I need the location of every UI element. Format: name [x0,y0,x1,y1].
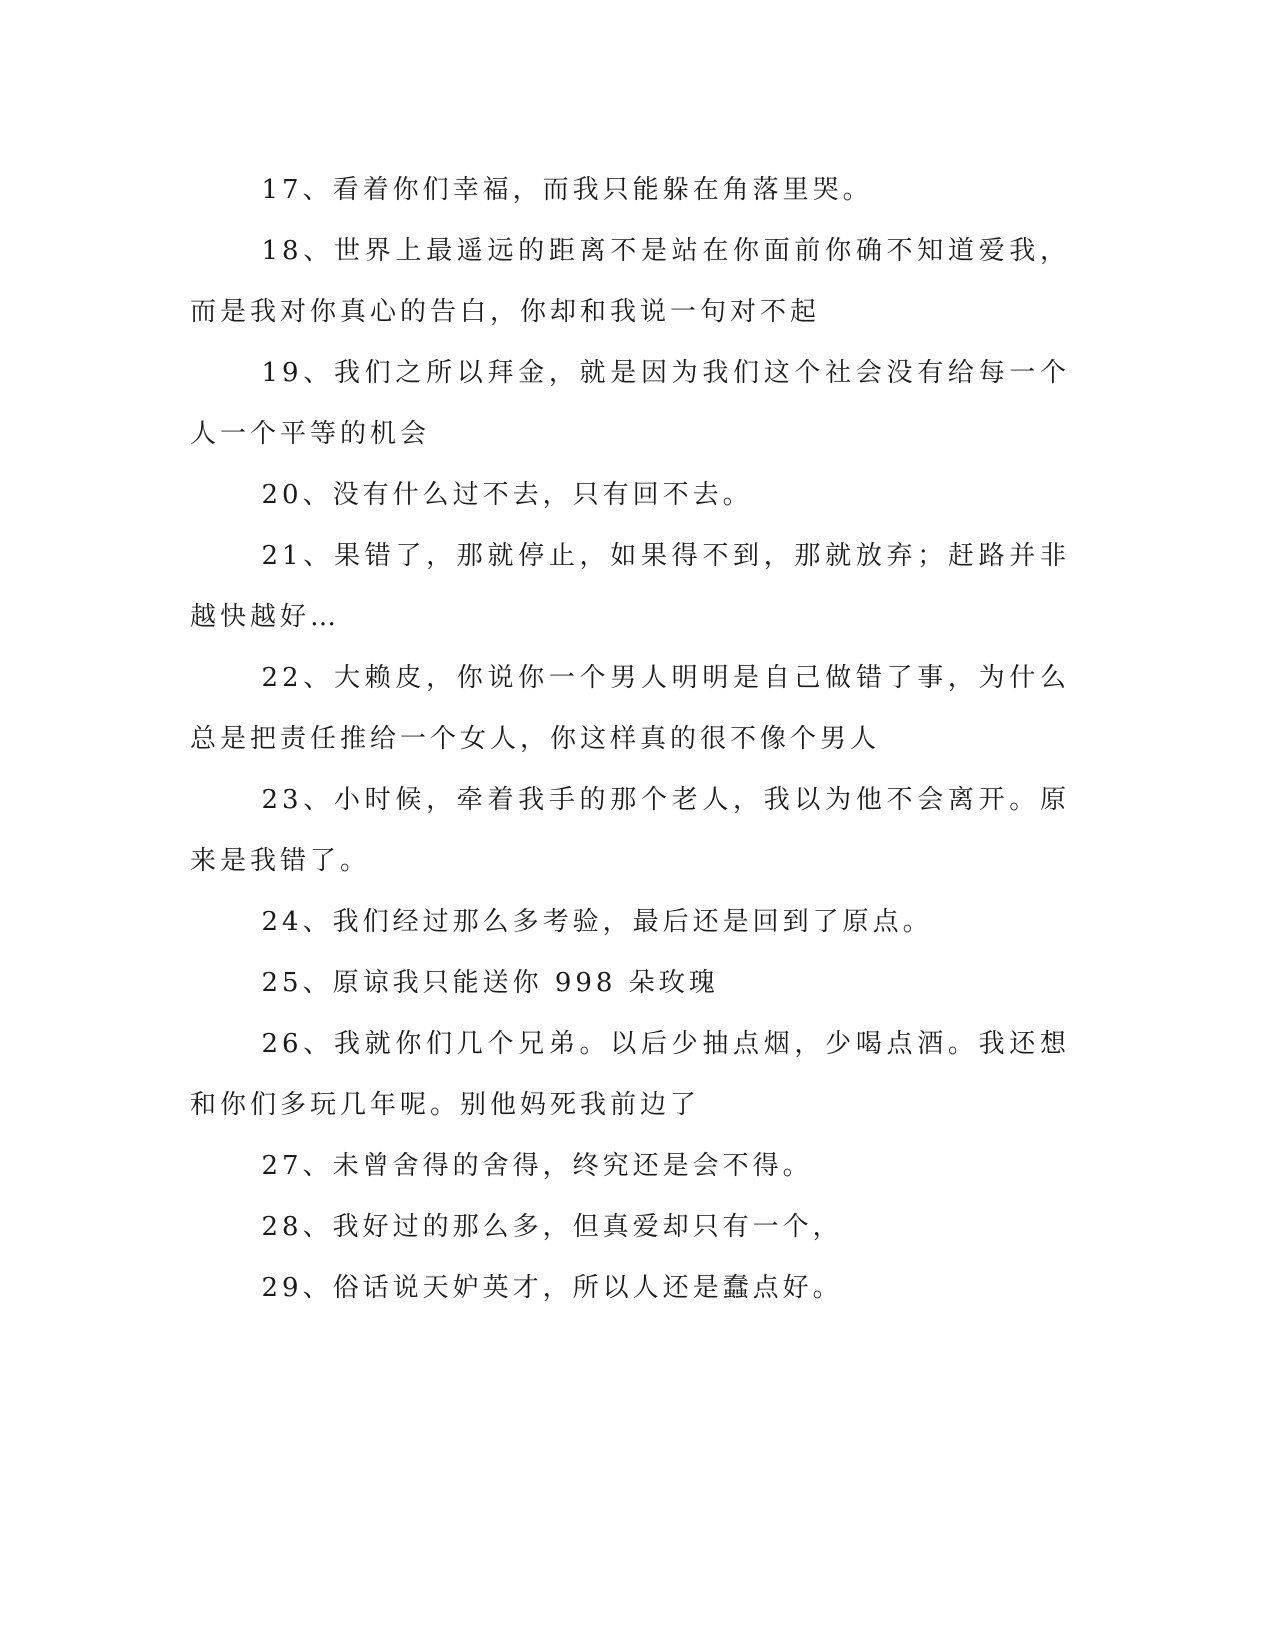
paragraph-27: 27、未曾舍得的舍得，终究还是会不得。 [261,1151,813,1181]
paragraph-26: 26、我就你们几个兄弟。以后少抽点烟，少喝点酒。我还想和你们多玩几年呢。别他妈死我前边了 [190,1029,1070,1120]
paragraph-28: 28、我好过的那么多，但真爱却只有一个， [261,1212,843,1242]
paragraph-23: 23、小时候，牵着我手的那个老人，我以为他不会离开。原来是我错了。 [190,785,1070,876]
paragraph-18: 18、世界上最遥远的距离不是站在你面前你确不知道爱我，而是我对你真心的告白，你却和我说一句对不起 [190,236,1070,327]
paragraph-17: 17、看着你们幸福，而我只能躲在角落里哭。 [261,175,873,205]
paragraph-21: 21、果错了，那就停止，如果得不到，那就放弃；赶路并非越快越好… [190,541,1070,632]
paragraph-24: 24、我们经过那么多考验，最后还是回到了原点。 [261,907,933,937]
paragraph-25: 25、原谅我只能送你 998 朵玫瑰 [261,968,719,998]
paragraph-19: 19、我们之所以拜金，就是因为我们这个社会没有给每一个人一个平等的机会 [190,358,1070,449]
paragraph-22: 22、大赖皮，你说你一个男人明明是自己做错了事，为什么总是把责任推给一个女人，你这样真的很不像个男人 [190,663,1070,754]
document-body [190,160,1070,1319]
paragraph-29: 29、俗话说天妒英才，所以人还是蠢点好。 [261,1273,843,1303]
paragraph-20: 20、没有什么过不去，只有回不去。 [261,480,753,510]
